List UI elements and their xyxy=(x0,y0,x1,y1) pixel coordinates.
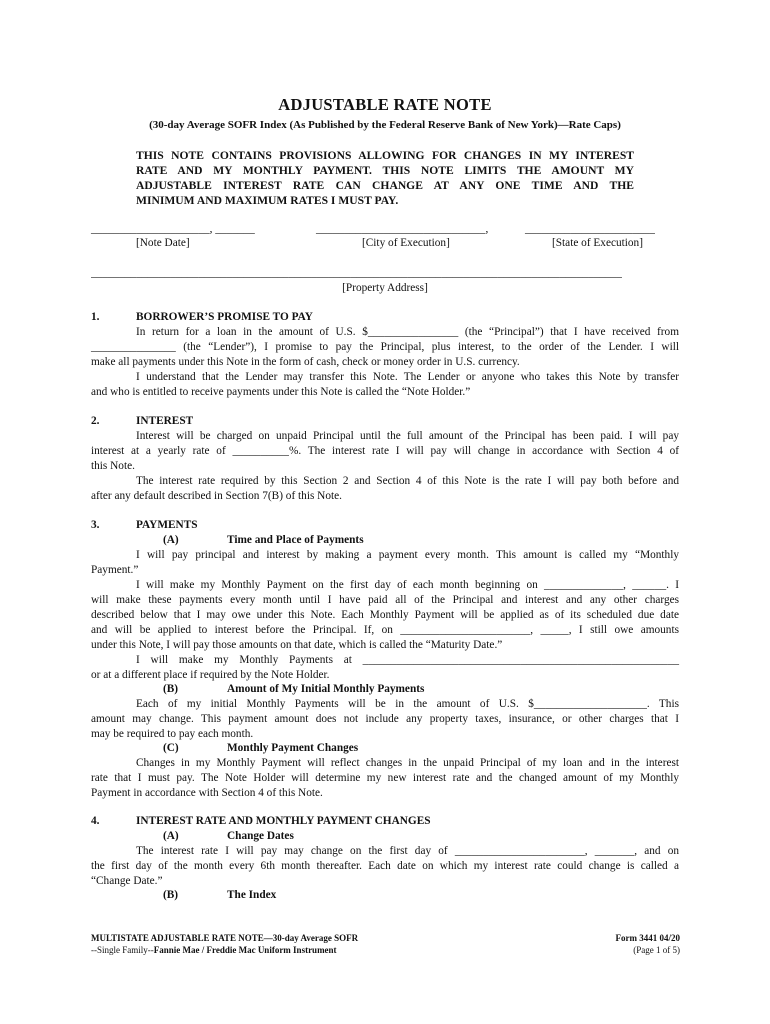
section-3-number: 3. xyxy=(91,519,100,531)
subsection-4a-heading: Change Dates xyxy=(227,830,294,842)
section-3a-text: described below that I may owe under this Note. Each Monthly Payment will be applied as of its scheduled due date xyxy=(91,609,679,621)
subsection-3c-heading: Monthly Payment Changes xyxy=(227,742,359,754)
section-2-text: Interest will be charged on unpaid Principal until the full amount of the Principal has been paid. I will pay xyxy=(136,430,679,442)
subsection-4a-label: (A) xyxy=(163,830,179,842)
subsection-3a-label: (A) xyxy=(163,534,179,546)
section-3a-text: I will pay principal and interest by making a payment every month. This amount is called my “Monthly xyxy=(136,549,679,561)
footer-form-number: Form 3441 04/20 xyxy=(615,933,680,943)
subsection-3c-label: (C) xyxy=(163,742,179,754)
section-3a-text: I will make my Monthly Payments at ________________________________________________________ xyxy=(136,654,679,666)
section-4a-text: the first day of the month every 6th month thereafter. Each date on which my interest rate could change is called a xyxy=(91,860,679,872)
section-3c-text: Changes in my Monthly Payment will reflect changes in the unpaid Principal of my loan and in the interest xyxy=(136,757,679,769)
footer-form-title: MULTISTATE ADJUSTABLE RATE NOTE—30-day Average SOFR xyxy=(91,933,359,943)
section-4a-text: “Change Date.” xyxy=(91,875,163,887)
section-3c-text: Payment in accordance with Section 4 of this Note. xyxy=(91,787,323,799)
section-1-number: 1. xyxy=(91,311,100,323)
section-4a-text: The interest rate I will pay may change on the first day of _______________________, _______, and on xyxy=(136,845,679,857)
section-3a-text: and will be applied to interest before the Principal. If, on _______________________, _____, I still owe amounts xyxy=(91,624,679,636)
city-label: [City of Execution] xyxy=(362,237,450,249)
section-3a-text: Payment.” xyxy=(91,564,139,576)
section-1-text: make all payments under this Note in the form of cash, check or money order in U.S. currency. xyxy=(91,356,520,368)
subsection-3b-heading: Amount of My Initial Monthly Payments xyxy=(227,683,425,695)
property-address-field[interactable]: ______________________________________________________________________________________________ xyxy=(91,267,622,279)
section-4-heading: INTEREST RATE AND MONTHLY PAYMENT CHANGES xyxy=(136,815,431,827)
section-3c-text: rate that I must pay. The Note Holder will determine my new interest rate and the changed amount of my Monthly xyxy=(91,772,679,784)
section-3a-text: will make these payments every month until I have paid all of the Principal and interest and any other charges xyxy=(91,594,679,606)
note-date-label: [Note Date] xyxy=(136,237,190,249)
section-3a-text: I will make my Monthly Payment on the first day of each month beginning on ______________, ______. I xyxy=(136,579,679,591)
section-4-number: 4. xyxy=(91,815,100,827)
state-field[interactable]: _______________________ xyxy=(525,223,655,235)
section-2-text: after any default described in Section 7(B) of this Note. xyxy=(91,490,342,502)
section-2-text: The interest rate required by this Section 2 and Section 4 of this Note is the rate I will pay both before and xyxy=(136,475,679,487)
footer-page-number: (Page 1 of 5) xyxy=(633,945,680,955)
footer-uniform-text: Fannie Mae / Freddie Mac Uniform Instrument xyxy=(153,945,337,955)
section-3b-text: may be required to pay each month. xyxy=(91,728,254,740)
document-title: ADJUSTABLE RATE NOTE xyxy=(278,95,492,114)
section-2-text: interest at a yearly rate of __________%. The interest rate I will pay will change in accordance with Section 4 of xyxy=(91,445,679,457)
section-1-text: I understand that the Lender may transfer this Note. The Lender or anyone who takes this Note by transfer xyxy=(136,371,679,383)
document-subtitle: (30-day Average SOFR Index (As Published by the Federal Reserve Bank of New York)—Rate Caps) xyxy=(149,119,621,131)
section-3-heading: PAYMENTS xyxy=(136,519,198,531)
footer-instrument xyxy=(91,944,337,956)
subsection-4b-heading: The Index xyxy=(227,889,277,901)
section-3b-text: amount may change. This payment amount does not include any property taxes, insurance, or other charges that I xyxy=(91,713,679,725)
subsection-4b-label: (B) xyxy=(163,889,179,901)
subsection-3a-heading: Time and Place of Payments xyxy=(227,534,364,546)
notice-line: RATE AND MY MONTHLY PAYMENT. THIS NOTE LIMITS THE AMOUNT MY xyxy=(136,164,634,177)
notice-line: ADJUSTABLE INTEREST RATE CAN CHANGE AT ANY ONE TIME AND THE xyxy=(136,179,634,192)
section-1-text: _______________ (the “Lender”), I promise to pay the Principal, plus interest, to the order of the Lender. I will xyxy=(91,341,679,353)
notice-line: THIS NOTE CONTAINS PROVISIONS ALLOWING FOR CHANGES IN MY INTEREST xyxy=(136,149,634,162)
section-3b-text: Each of my initial Monthly Payments will be in the amount of U.S. $____________________. This xyxy=(136,698,679,710)
section-2-number: 2. xyxy=(91,415,100,427)
note-date-field[interactable]: _____________________, _______ xyxy=(91,223,255,235)
section-1-heading: BORROWER’S PROMISE TO PAY xyxy=(136,311,313,323)
section-1-text: In return for a loan in the amount of U.S. $________________ (the “Principal”) that I have received from xyxy=(136,326,679,338)
notice-line: MINIMUM AND MAXIMUM RATES I MUST PAY. xyxy=(136,194,399,207)
property-address-label: [Property Address] xyxy=(342,282,428,294)
section-1-text: and who is entitled to receive payments under this Note is called the “Note Holder.” xyxy=(91,386,471,398)
footer-family-text: --Single Family-- xyxy=(91,945,154,955)
section-2-text: this Note. xyxy=(91,460,135,472)
section-2-heading: INTEREST xyxy=(136,415,194,427)
section-3a-text: or at a different place if required by the Note Holder. xyxy=(91,669,330,681)
section-3a-text: under this Note, I will pay those amounts on that date, which is called the “Maturity Date.” xyxy=(91,639,503,651)
state-label: [State of Execution] xyxy=(552,237,643,249)
subsection-3b-label: (B) xyxy=(163,683,179,695)
city-field[interactable]: ______________________________, xyxy=(316,223,489,235)
